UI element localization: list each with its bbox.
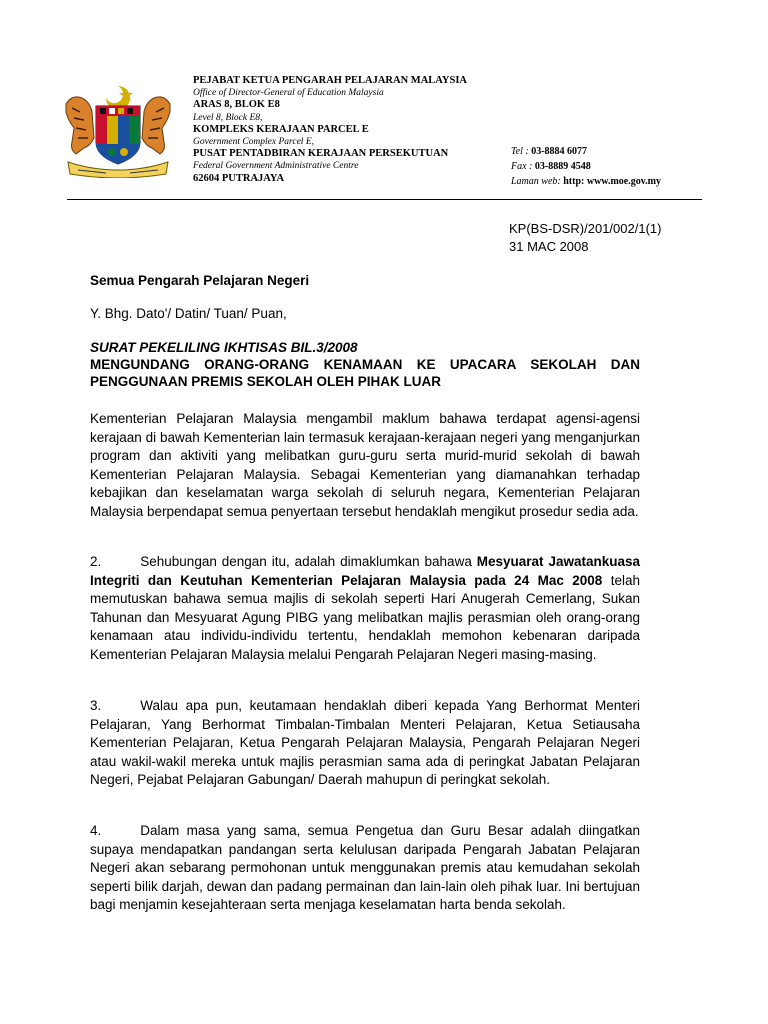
address-line: Government Complex Parcel E,	[193, 137, 314, 148]
paragraph-text: Sehubungan dengan itu, adalah dimaklumkan bahawa	[140, 554, 477, 569]
tel-value: 03-8884 6077	[531, 146, 588, 157]
web-label: Laman web:	[511, 176, 564, 187]
address-line: KOMPLEKS KERAJAAN PARCEL E	[193, 123, 369, 135]
recipient: Semua Pengarah Pelajaran Negeri	[90, 273, 310, 288]
circular-number: SURAT PEKELILING IKHTISAS BIL.3/2008	[90, 340, 358, 355]
paragraph-number: 4.	[90, 823, 102, 838]
paragraph-3	[90, 697, 640, 790]
fax-value: 03-8889 4548	[534, 161, 591, 172]
paragraph-text: telah memutuskan bahawa semua majlis di sekolah seperti Hari Anugerah Cemerlang, Sukan Tahunan dan Mesyuarat Agung PIBG yang melibatkan majlis perasmian oleh orang-orang kenamaan atau individu-individu tertentu, hendaklah memohon kebenaran daripada Kementerian Pelajaran Malaysia melalui Pengarah Pelajaran Negeri masing-masing.	[90, 572, 640, 662]
address-line: PUSAT PENTADBIRAN KERAJAAN PERSEKUTUAN	[193, 148, 449, 160]
fax-label: Fax :	[511, 161, 535, 172]
address-line: Level 8, Block E8,	[193, 112, 263, 123]
reference-number: KP(BS-DSR)/201/002/1(1)	[509, 221, 662, 236]
contact-block	[511, 144, 661, 189]
address-line: PEJABAT KETUA PENGARAH PELAJARAN MALAYSIA	[193, 75, 468, 86]
fax-line	[511, 159, 661, 174]
tel-line	[511, 144, 661, 159]
letter-date: 31 MAC 2008	[509, 239, 589, 254]
paragraph-number: 3.	[90, 698, 102, 713]
reference-block	[509, 220, 661, 256]
web-link[interactable]: http: www.moe.gov.my	[563, 176, 662, 187]
web-line	[511, 174, 661, 189]
address-line: ARAS 8, BLOK E8	[193, 99, 280, 111]
subject-block	[90, 339, 640, 390]
paragraph-2	[90, 553, 640, 665]
tel-label: Tel :	[511, 146, 532, 157]
address-line: Office of Director-General of Education Malaysia	[193, 88, 384, 99]
letterhead-address	[193, 75, 523, 185]
salutation: Y. Bhg. Dato'/ Datin/ Tuan/ Puan,	[90, 306, 287, 321]
subject-title: MENGUNDANG ORANG-ORANG KENAMAAN KE UPACARA SEKOLAH DAN PENGGUNAAN PREMIS SEKOLAH OLEH PIHAK LUAR	[90, 357, 640, 389]
paragraph-emphasis: Mesyuarat Jawatankuasa Integriti dan Keutuhan Kementerian Pelajaran Malaysia pada 24 Mac 2008	[90, 554, 640, 588]
header-divider	[67, 199, 702, 200]
paragraph-text: Walau apa pun, keutamaan hendaklah diberi kepada Yang Berhormat Menteri Pelajaran, Yang Berhormat Timbalan-Timbalan Menteri Pelajaran, Ketua Setiausaha Kementerian Pelajaran, Ketua Pengarah Pelajaran Malaysia, Pengarah Pelajaran Negeri atau wakil-wakil mereka untuk majlis perasmian sama ada di peringkat Jabatan Pelajaran Negeri, Pejabat Pelajaran Gabungan/ Daerah mahupun di peringkat sekolah.	[90, 698, 640, 788]
paragraph-number: 2.	[90, 554, 102, 569]
address-line: Federal Government Administrative Centre	[193, 161, 359, 172]
paragraph-text: Dalam masa yang sama, semua Pengetua dan Guru Besar adalah diingatkan supaya mendapatkan pandangan serta kelulusan daripada Pengarah Jabatan Pelajaran Negeri akan sebarang permohonan untuk menggunakan premis atau kemudahan sekolah seperti bilik darjah, dewan dan padang permainan dan lain-lain oleh pihak luar. Ini bertujuan bagi menjamin kesejahteraan serta menjaga keselamatan harta benda sekolah.	[90, 823, 640, 913]
coat-of-arms-icon	[62, 84, 174, 178]
address-line: 62604 PUTRAJAYA	[193, 172, 285, 184]
paragraph-1: Kementerian Pelajaran Malaysia mengambil maklum bahawa terdapat agensi-agensi kerajaan di bawah Kementerian lain termasuk kerajaan-kerajaan negeri yang menganjurkan program dan aktiviti yang melibatkan guru-guru serta murid-murid sekolah di bawah Kementerian Pelajaran Malaysia. Sebagai Kementerian yang diamanahkan terhadap kebajikan dan keselamatan warga sekolah di seluruh negara, Kementerian Pelajaran Malaysia berpendapat semua penyertaan tersebut hendaklah mengikut prosedur sedia ada.	[90, 411, 640, 519]
paragraph-4	[90, 822, 640, 915]
